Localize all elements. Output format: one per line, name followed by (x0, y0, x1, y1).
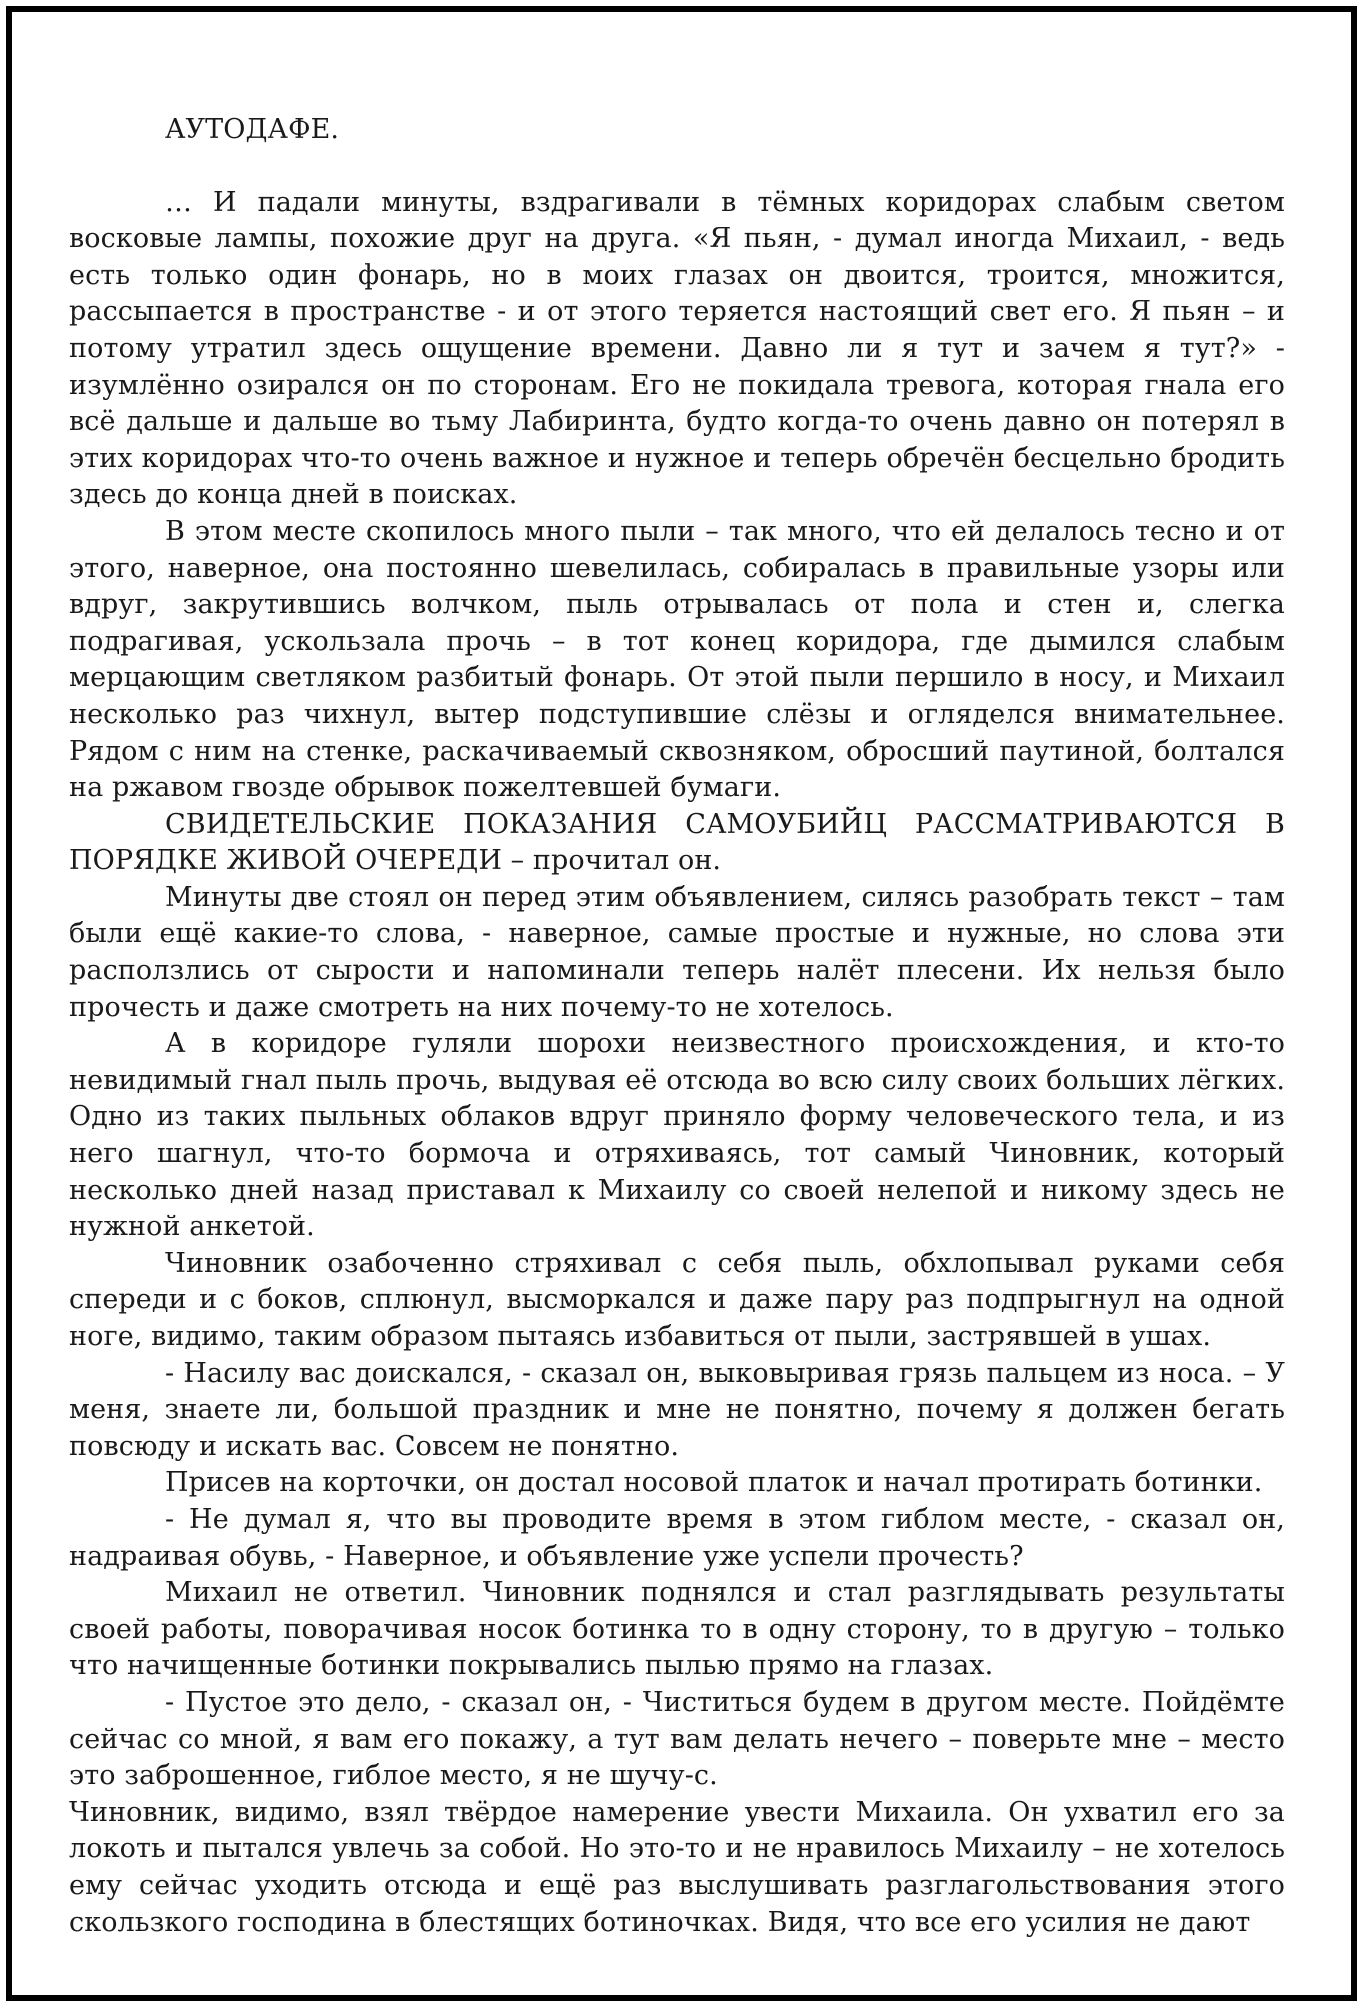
page-frame (6, 6, 1357, 2001)
paragraph-6: Чиновник озабоченно стряхивал с себя пыль, обхлопывал руками себя спереди и с боков, сплюнул, высморкался и даже пару раз подпрыгнул на одной ноге, видимо, таким образом пытаясь избавиться от пыли, застрявшей в ушах. (69, 1247, 1285, 1352)
paragraph-1: … И падали минуты, вздрагивали в тёмных коридорах слабым светом восковые лампы, похожие друг на друга. «Я пьян, - думал иногда Михаил, - ведь есть только один фонарь, но в моих глазах он двоится, троится, множится, рассыпается в пространстве - и от этого теряется настоящий свет его. Я пьян – и потому утратил здесь ощущение времени. Давно ли я тут и зачем я тут?» - изумлённо озирался он по сторонам. Его не покидала тревога, которая гнала его всё дальше и дальше во тьму Лабиринта, будто когда-то очень давно он потерял в этих коридорах что-то очень важное и нужное и теперь обречён бесцельно бродить здесь до конца дней в поисках. (69, 186, 1285, 511)
paragraph-7: - Насилу вас доискался, - сказал он, выковыривая грязь пальцем из носа. – У меня, знаете ли, большой праздник и мне не понятно, почему я должен бегать повсюду и искать вас. Совсем не понятно. (69, 1357, 1285, 1462)
paragraph-5: А в коридоре гуляли шорохи неизвестного происхождения, и кто-то невидимый гнал пыль прочь, выдувая её отсюда во всю силу своих больших лёгких. Одно из таких пыльных облаков вдруг приняло форму человеческого тела, и из него шагнул, что-то бормоча и отряхиваясь, тот самый Чиновник, который несколько дней назад приставал к Михаилу со своей нелепой и никому здесь не нужной анкетой. (69, 1028, 1285, 1243)
paragraph-3: СВИДЕТЕЛЬСКИЕ ПОКАЗАНИЯ САМОУБИЙЦ РАССМАТРИВАЮТСЯ В ПОРЯДКЕ ЖИВОЙ ОЧЕРЕДИ – прочитал он. (69, 808, 1285, 877)
document-body (69, 112, 1285, 1941)
paragraph-11: - Пустое это дело, - сказал он, - Чиститься будем в другом месте. Пойдёмте сейчас со мной, я вам его покажу, а тут вам делать нечего – поверьте мне – место это заброшенное, гиблое место, я не шучу-с. (69, 1686, 1285, 1792)
paragraph-4: Минуты две стоял он перед этим объявлением, силясь разобрать текст – там были ещё какие-то слова, - наверное, самые простые и нужные, но слова эти расползлись от сырости и напоминали теперь налёт плесени. Их нельзя было прочесть и даже смотреть на них почему-то не хотелось. (69, 881, 1285, 1023)
paragraph-2: В этом месте скопилось много пыли – так много, что ей делалось тесно и от этого, наверное, она постоянно шевелилась, собиралась в правильные узоры или вдруг, закрутившись волчком, пыль отрывалась от пола и стен и, слегка подрагивая, ускользала прочь – в тот конец коридора, где дымился слабым мерцающим светляком разбитый фонарь. От этой пыли першило в носу, и Михаил несколько раз чихнул, вытер подступившие слёзы и огляделся внимательнее. Рядом с ним на стенке, раскачиваемый сквозняком, обросший паутиной, болтался на ржавом гвозде обрывок пожелтевшей бумаги. (69, 515, 1285, 804)
paragraph-12: Чиновник, видимо, взял твёрдое намерение увести Михаила. Он ухватил его за локоть и пытался увлечь за собой. Но это-то и не нравилось Михаилу – не хотелось ему сейчас уходить отсюда и ещё раз выслушивать разглагольствования этого скользкого господина в блестящих ботиночках. Видя, что все его усилия не дают (69, 1796, 1285, 1938)
document-title: АУТОДАФЕ. (165, 114, 340, 145)
paragraph-9: - Не думал я, что вы проводите время в этом гиблом месте, - сказал он, надраивая обувь, - Наверное, и объявление уже успели прочесть? (69, 1503, 1285, 1572)
paragraph-10: Михаил не ответил. Чиновник поднялся и стал разглядывать результаты своей работы, поворачивая носок ботинка то в одну сторону, то в другую – только что начищенные ботинки покрывались пылью прямо на глазах. (69, 1577, 1285, 1682)
paragraph-8: Присев на корточки, он достал носовой платок и начал протирать ботинки. (165, 1467, 1263, 1499)
